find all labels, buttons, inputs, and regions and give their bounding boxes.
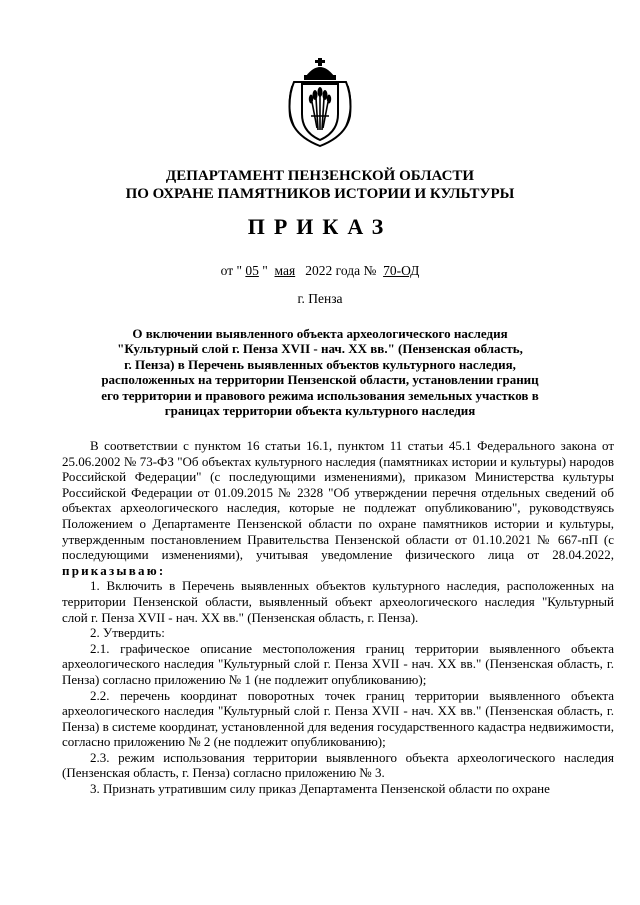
clause-2-2: 2.2. перечень координат поворотных точек границ территории выявленного объекта археологического наследия "Культурный слой г. Пенза XVII - нач. XX вв." (Пензенская область, г. Пенза) в системе координат, установленной для ведения государственного кадастра недвижимости, согласно приложению № 2 (не подлежит опубликованию); <box>62 687 614 750</box>
preamble-text: В соответствии с пунктом 16 статьи 16.1, пунктом 11 статьи 45.1 Федерального закона от 25.06.2002 № 73-ФЗ "Об объектах культурного наследия (памятниках истории и культуры) народов Российской Федерации" (с последующими изменениями), приказом Министерства культуры Российской Федерации от 01.09.2015 № 2328 "Об утверждении перечня отдельных сведений об объектах археологического наследия, которые не подлежат опубликованию", руководствуясь Положением о Департаменте Пензенской области по охране памятников истории и культуры, утвержденным постановлением Правительства Пензенской области от 01.10.2021 № 667-пП (с последующими изменениями), учитывая уведомление физического лица от 28.04.2022, <box>62 438 614 563</box>
order-month: мая <box>274 263 296 278</box>
subject-line-6: границах территории объекта культурного наследия <box>164 403 476 419</box>
order-word: приказываю: <box>62 562 166 578</box>
subject-line-3: г. Пенза) в Перечень выявленных объектов культурного наследия, <box>124 356 516 372</box>
subject-line-2: "Культурный слой г. Пенза XVII - нач. XX вв." (Пензенская область, <box>117 341 523 357</box>
document-type-title: ПРИКАЗ <box>247 214 393 239</box>
clause-1: 1. Включить в Перечень выявленных объектов культурного наследия, расположенных на территории Пензенской области, выявленный объект археологического наследия "Культурный слой г. Пенза XVII - нач. XX вв." (Пензенская область, г. Пенза). <box>62 578 614 625</box>
subject-line-4: расположенных на территории Пензенской области, установлении границ <box>101 372 539 388</box>
order-number: 70-ОД <box>383 263 420 278</box>
preamble-paragraph <box>62 438 614 578</box>
clause-3: 3. Признать утратившим силу приказ Департамента Пензенской области по охране <box>90 781 550 797</box>
order-body <box>62 438 614 797</box>
date-prefix: от " <box>220 263 242 278</box>
order-day: 05 <box>245 263 259 278</box>
coat-of-arms-emblem <box>284 56 356 148</box>
order-subject <box>100 326 540 418</box>
subject-line-1: О включении выявленного объекта археологического наследия <box>132 326 508 341</box>
subject-line-5: его территории и правового режима использования земельных участков в <box>101 387 539 403</box>
department-line-1: ДЕПАРТАМЕНТ ПЕНЗЕНСКОЙ ОБЛАСТИ <box>165 168 475 184</box>
department-line-2: ПО ОХРАНЕ ПАМЯТНИКОВ ИСТОРИИ И КУЛЬТУРЫ <box>125 186 515 202</box>
clause-2-3: 2.3. режим использования территории выявленного объекта археологического наследия (Пензенская область, г. Пенза) согласно приложению № 3. <box>62 749 614 781</box>
department-name <box>0 167 640 203</box>
order-year: 2022 года № <box>305 263 377 278</box>
date-mid: " <box>262 263 268 278</box>
clause-2: 2. Утвердить: <box>90 625 165 641</box>
clause-2-1: 2.1. графическое описание местоположения границ территории выявленного объекта археологического наследия "Культурный слой г. Пенза XVII - нач. XX вв." (Пензенская область, г. Пенза) согласно приложению № 1 (не подлежит опубликованию); <box>62 640 614 687</box>
order-date-number <box>0 263 640 279</box>
city: г. Пенза <box>297 291 343 306</box>
